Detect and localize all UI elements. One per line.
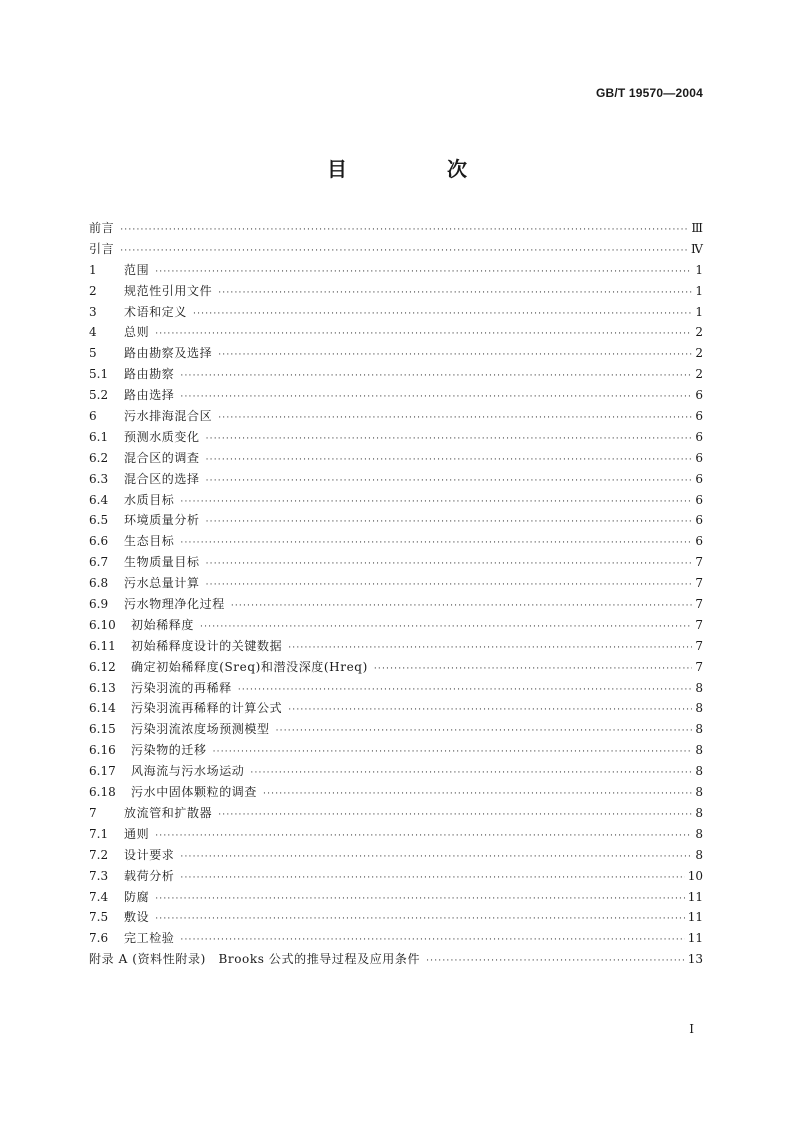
toc-entry-title: 生态目标	[124, 534, 175, 549]
toc-dot-leader	[213, 742, 692, 763]
toc-dot-leader	[218, 408, 692, 429]
toc-entry-page: 6	[695, 492, 703, 507]
toc-entry-number: 7.5	[89, 910, 109, 925]
toc-entry-number: 6.8	[89, 576, 109, 591]
toc-dot-leader	[180, 847, 692, 868]
toc-entry-number: 6.16	[89, 743, 116, 758]
toc-dot-leader	[263, 784, 692, 805]
toc-dot-leader	[218, 283, 692, 304]
toc-entry-title: 放流管和扩散器	[124, 805, 213, 820]
toc-entry[interactable]	[89, 302, 703, 323]
toc-entry-page: 8	[695, 805, 703, 820]
toc-entry-title: 初始稀释度	[131, 617, 195, 632]
toc-dot-leader	[206, 471, 692, 492]
toc-entry-title: 生物质量目标	[124, 555, 200, 570]
toc-entry-title: 总则	[124, 325, 150, 340]
toc-entry-title: 前言	[89, 221, 115, 235]
toc-entry-title: 完工检验	[124, 931, 175, 946]
toc-entry-title: 防腐	[124, 889, 150, 904]
toc-entry[interactable]	[89, 448, 703, 469]
toc-entry[interactable]	[89, 552, 703, 573]
toc-entry[interactable]	[89, 385, 703, 406]
toc-entry-number: 6.12	[89, 659, 116, 674]
toc-dot-leader	[120, 220, 688, 241]
toc-entry-page: 6	[695, 388, 703, 403]
toc-entry-title: 污水物理净化过程	[124, 597, 225, 612]
toc-entry-number: 7.2	[89, 847, 109, 862]
toc-entry[interactable]	[89, 866, 703, 887]
toc-entry-page: 1	[695, 262, 703, 277]
toc-entry-number: 7.4	[89, 889, 109, 904]
toc-entry-page: 6	[695, 534, 703, 549]
toc-dot-leader	[276, 721, 692, 742]
toc-entry[interactable]	[89, 719, 703, 740]
toc-entry[interactable]	[89, 406, 703, 427]
toc-entry-number: 6.11	[89, 638, 116, 653]
toc-entry-title: 载荷分析	[124, 868, 175, 883]
toc-entry-page: Ⅲ	[691, 221, 703, 235]
toc-entry-title: 敷设	[124, 910, 150, 925]
toc-entry-title: 初始稀释度设计的关键数据	[131, 638, 283, 653]
toc-entry-page: 6	[695, 450, 703, 465]
toc-entry-page: 6	[695, 429, 703, 444]
toc-entry-title: 污染羽流再稀释的计算公式	[131, 701, 283, 716]
toc-entry-number: 1	[89, 262, 97, 277]
toc-dot-leader	[206, 429, 692, 450]
toc-entry-number: 3	[89, 304, 97, 319]
toc-dot-leader	[120, 241, 688, 262]
toc-entry-number: 6	[89, 409, 97, 424]
toc-entry-title: 引言	[89, 241, 115, 256]
toc-dot-leader	[288, 638, 692, 659]
toc-entry-page: 8	[695, 701, 703, 716]
toc-dot-leader	[180, 930, 684, 951]
toc-entry-page: 8	[695, 722, 703, 737]
toc-dot-leader	[180, 533, 692, 554]
toc-entry-title: 设计要求	[124, 847, 175, 862]
toc-entry[interactable]	[89, 949, 703, 970]
toc-entry-number: 6.9	[89, 597, 109, 612]
toc-entry[interactable]	[89, 531, 703, 552]
toc-entry[interactable]	[89, 657, 703, 678]
toc-entry-title: 预测水质变化	[124, 429, 200, 444]
toc-entry-number: 6.6	[89, 534, 109, 549]
toc-entry-title: 通则	[124, 826, 150, 841]
toc-entry[interactable]	[89, 239, 703, 260]
toc-dot-leader	[218, 805, 692, 826]
toc-dot-leader	[180, 366, 692, 387]
toc-entry-title: 污染物的迁移	[131, 743, 207, 758]
toc-entry-title: 环境质量分析	[124, 513, 200, 528]
toc-entry-number: 5.1	[89, 367, 109, 382]
toc-entry-page: 2	[695, 346, 703, 361]
toc-entry-title: 术语和定义	[124, 304, 188, 319]
toc-entry[interactable]	[89, 698, 703, 719]
toc-dot-leader	[180, 387, 692, 408]
toc-entry-title: 混合区的调查	[124, 450, 200, 465]
toc-entry[interactable]	[89, 928, 703, 949]
toc-entry-number: 7.1	[89, 826, 109, 841]
toc-entry-page: 8	[695, 764, 703, 779]
toc-entry-number: 6.13	[89, 680, 116, 695]
toc-entry-page: 1	[695, 283, 703, 298]
toc-dot-leader	[180, 868, 684, 889]
toc-entry[interactable]	[89, 803, 703, 824]
toc-entry-title: 路由勘察及选择	[124, 346, 213, 361]
toc-entry-number: 6.14	[89, 701, 116, 716]
toc-entry-title: 污染羽流浓度场预测模型	[131, 722, 270, 737]
toc-entry[interactable]	[89, 218, 703, 239]
toc-entry-page: 6	[695, 471, 703, 486]
toc-entry[interactable]	[89, 615, 703, 636]
toc-entry-number: 7	[89, 805, 97, 820]
toc-dot-leader	[250, 763, 692, 784]
toc-entry[interactable]	[89, 636, 703, 657]
toc-entry-number: 6.18	[89, 785, 116, 800]
toc-entry[interactable]	[89, 740, 703, 761]
toc-entry-number: 6.4	[89, 492, 109, 507]
toc-entry-number: 6.1	[89, 429, 109, 444]
toc-entry[interactable]	[89, 761, 703, 782]
toc-dot-leader	[218, 345, 692, 366]
toc-dot-leader	[231, 596, 692, 617]
toc-dot-leader	[193, 304, 692, 325]
toc-entry-title: 污水总量计算	[124, 576, 200, 591]
toc-entry[interactable]	[89, 678, 703, 699]
toc-dot-leader	[206, 575, 692, 596]
toc-entry[interactable]	[89, 887, 703, 908]
toc-entry-number: 6.7	[89, 555, 109, 570]
toc-entry-page: 11	[687, 931, 703, 946]
toc-dot-leader	[155, 889, 685, 910]
toc-entry-title: 水质目标	[124, 492, 175, 507]
toc-dot-leader	[200, 617, 692, 638]
toc-entry[interactable]	[89, 510, 703, 531]
toc-entry-page: 8	[695, 743, 703, 758]
toc-entry-page: 8	[695, 785, 703, 800]
toc-entry[interactable]	[89, 824, 703, 845]
toc-entry-number: 6.5	[89, 513, 109, 528]
toc-dot-leader	[426, 951, 685, 972]
toc-dot-leader	[206, 512, 692, 533]
toc-dot-leader	[206, 554, 692, 575]
toc-entry[interactable]	[89, 782, 703, 803]
toc-entry-title: 污染羽流的再稀释	[131, 680, 232, 695]
toc-entry-title: 附录 A (资料性附录) Brooks 公式的推导过程及应用条件	[89, 952, 421, 967]
toc-entry-title: 规范性引用文件	[124, 283, 213, 298]
toc-entry-number: 2	[89, 283, 97, 298]
toc-entry[interactable]	[89, 260, 703, 281]
toc-entry-page: 1	[695, 304, 703, 319]
toc-entry-page: 2	[695, 367, 703, 382]
page-title: 目 次	[327, 157, 507, 181]
toc-dot-leader	[155, 324, 692, 345]
toc-entry-page: 8	[695, 847, 703, 862]
toc-entry-page: 7	[695, 659, 703, 674]
toc-entry-page: 6	[695, 513, 703, 528]
toc-entry-page: 11	[687, 910, 703, 925]
toc-entry-number: 4	[89, 325, 97, 340]
toc-entry-title: 范围	[124, 262, 150, 277]
toc-entry-page: 7	[695, 576, 703, 591]
toc-entry-page: 8	[695, 680, 703, 695]
toc-entry-number: 7.3	[89, 868, 109, 883]
toc-entry[interactable]	[89, 573, 703, 594]
toc-entry-title: 污水中固体颗粒的调查	[131, 785, 258, 800]
toc-entry[interactable]	[89, 364, 703, 385]
toc-entry-number: 6.10	[89, 617, 116, 632]
toc-entry-title: 风海流与污水场运动	[131, 764, 245, 779]
toc-entry-number: 5	[89, 346, 97, 361]
toc-dot-leader	[238, 680, 692, 701]
toc-entry-page: 6	[695, 409, 703, 424]
toc-entry-title: 确定初始稀释度(Sreq)和潜没深度(Hreq)	[131, 659, 368, 674]
toc-entry-number: 6.3	[89, 471, 109, 486]
toc-entry-title: 路由勘察	[124, 367, 175, 382]
toc-entry-number: 5.2	[89, 388, 109, 403]
toc-entry-page: 7	[695, 617, 703, 632]
table-of-contents	[89, 218, 703, 970]
toc-entry-number: 6.17	[89, 764, 116, 779]
toc-dot-leader	[155, 826, 692, 847]
toc-entry[interactable]	[89, 322, 703, 343]
toc-entry-page: 13	[687, 952, 703, 967]
toc-entry-page: 7	[695, 555, 703, 570]
toc-dot-leader	[288, 700, 692, 721]
toc-entry-page: 8	[695, 826, 703, 841]
toc-entry-number: 6.2	[89, 450, 109, 465]
toc-entry-page: 10	[687, 868, 703, 883]
toc-entry[interactable]	[89, 490, 703, 511]
toc-entry-page: 11	[687, 889, 703, 904]
toc-entry-page: 2	[695, 325, 703, 340]
toc-dot-leader	[374, 659, 692, 680]
toc-entry[interactable]	[89, 469, 703, 490]
toc-dot-leader	[180, 492, 692, 513]
toc-dot-leader	[206, 450, 692, 471]
toc-entry-title: 混合区的选择	[124, 471, 200, 486]
toc-dot-leader	[155, 262, 692, 283]
toc-dot-leader	[155, 909, 685, 930]
toc-entry-title: 污水排海混合区	[124, 409, 213, 424]
toc-entry[interactable]	[89, 907, 703, 928]
page-number: I	[689, 1022, 694, 1036]
standard-code: GB/T 19570—2004	[595, 86, 703, 100]
toc-entry-number: 6.15	[89, 722, 116, 737]
toc-entry[interactable]	[89, 281, 703, 302]
toc-entry-title: 路由选择	[124, 388, 175, 403]
toc-entry-page: 7	[695, 597, 703, 612]
toc-entry[interactable]	[89, 427, 703, 448]
toc-entry[interactable]	[89, 845, 703, 866]
toc-entry-number: 7.6	[89, 931, 109, 946]
toc-entry[interactable]	[89, 594, 703, 615]
toc-entry-page: 7	[695, 638, 703, 653]
toc-entry[interactable]	[89, 343, 703, 364]
toc-entry-page: Ⅳ	[691, 241, 703, 256]
